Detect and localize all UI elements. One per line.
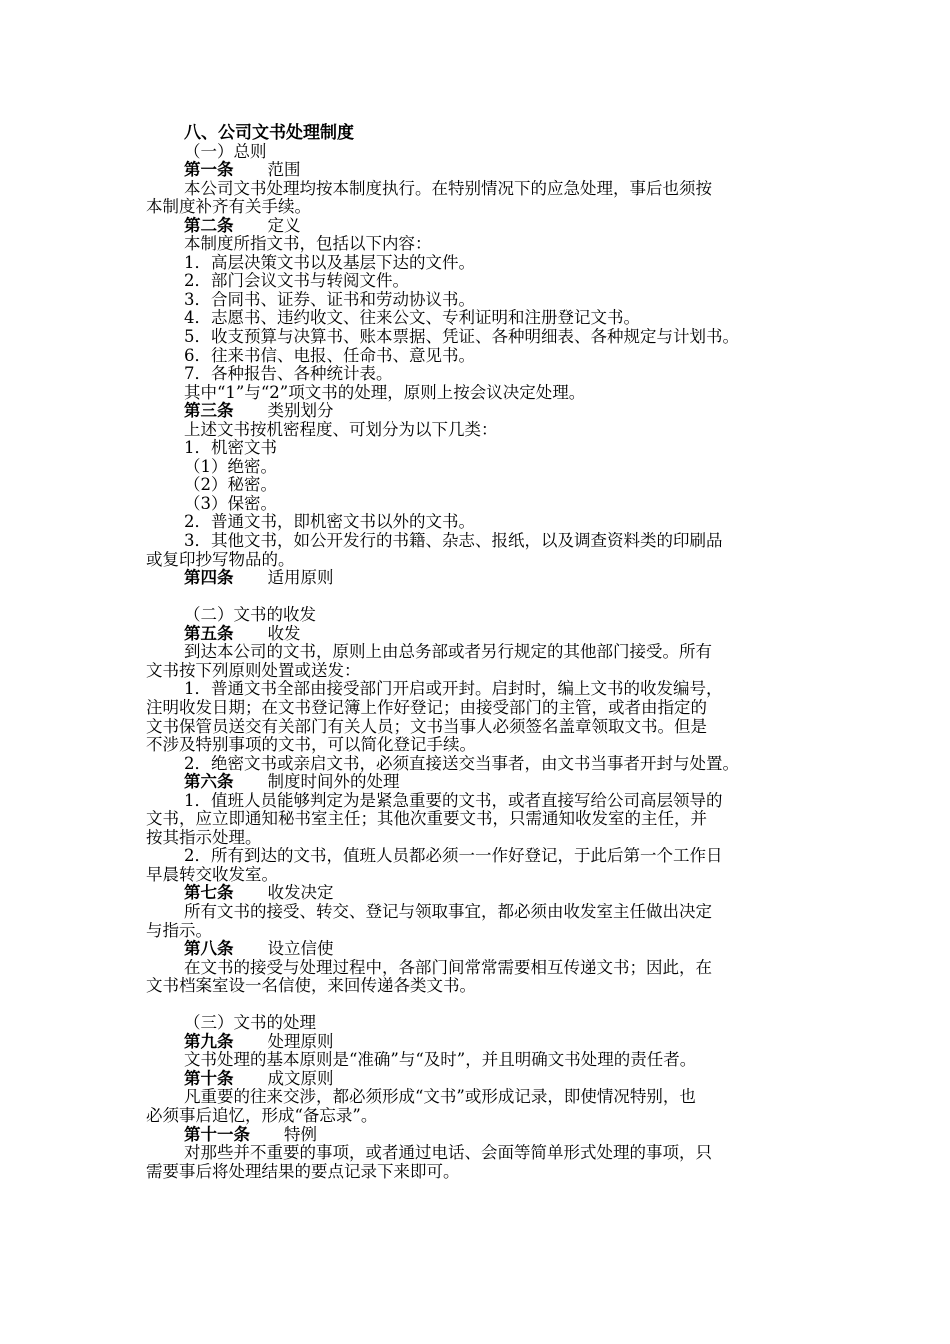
paragraph-line: 2．普通文书，即机密文书以外的文书。 bbox=[184, 512, 475, 532]
article-heading bbox=[146, 161, 826, 180]
paragraph-line: 需要事后将处理结果的要点记录下来即可。 bbox=[146, 1161, 460, 1181]
article-name: 制度时间外的处理 bbox=[267, 772, 400, 792]
paragraph-line: 2．所有到达的文书，值班人员都必须一一作好登记，于此后第一个工作日 bbox=[184, 846, 723, 866]
paragraph-line: 文书，应立即通知秘书室主任；其他次重要文书，只需通知收发室的主任，并 bbox=[146, 809, 707, 829]
paragraph-line: 文书保管员送交有关部门有关人员；文书当事人必须签名盖章领取文书。但是 bbox=[146, 716, 707, 736]
paragraph-line: 按其指示处理。 bbox=[146, 827, 262, 847]
document-title: 八、公司文书处理制度 bbox=[184, 123, 354, 143]
paragraph-line: 本制度所指文书，包括以下内容： bbox=[184, 234, 432, 254]
article-label: 第二条 bbox=[184, 215, 234, 235]
article-label: 第十条 bbox=[184, 1068, 234, 1088]
paragraph-line: 5．收支预算与决算书、账本票据、凭证、各种明细表、各种规定与计划书。 bbox=[184, 327, 739, 347]
paragraph-line: 注明收发日期；在文书登记簿上作好登记；由接受部门的主管，或者由指定的 bbox=[146, 697, 707, 717]
paragraph-line: （3）保密。 bbox=[184, 493, 277, 513]
article-heading bbox=[146, 940, 826, 959]
paragraph-line: 6．往来书信、电报、任命书、意见书。 bbox=[184, 345, 475, 365]
article-heading bbox=[146, 1126, 826, 1145]
article-label: 第九条 bbox=[184, 1031, 234, 1051]
paragraph-line: 1．值班人员能够判定为是紧急重要的文书，或者直接写给公司高层领导的 bbox=[184, 790, 723, 810]
section-heading: （二）文书的收发 bbox=[184, 605, 316, 625]
article-heading bbox=[146, 402, 826, 421]
article-name: 范围 bbox=[267, 160, 301, 180]
section-spacer bbox=[146, 996, 826, 1015]
article-label: 第六条 bbox=[184, 772, 234, 792]
section-spacer bbox=[146, 588, 826, 607]
document-body bbox=[146, 124, 826, 1181]
section-heading: （三）文书的处理 bbox=[184, 1013, 316, 1033]
paragraph-line: 1．普通文书全部由接受部门开启或开封。启封时，编上文书的收发编号， bbox=[184, 679, 723, 699]
paragraph-line: 在文书的接受与处理过程中，各部门间常常需要相互传递文书；因此，在 bbox=[184, 957, 712, 977]
section-heading: （一）总则 bbox=[184, 141, 267, 161]
article-name: 适用原则 bbox=[267, 568, 334, 588]
paragraph-line: 或复印抄写物品的。 bbox=[146, 549, 295, 569]
paragraph-line: 7．各种报告、各种统计表。 bbox=[184, 364, 393, 384]
article-heading bbox=[146, 1070, 826, 1089]
article-name: 设立信使 bbox=[267, 939, 334, 959]
article-name: 特例 bbox=[284, 1124, 317, 1144]
paragraph-line: 其中“1”与“2”项文书的处理，原则上按会议决定处理。 bbox=[184, 382, 586, 402]
paragraph-line: （1）绝密。 bbox=[184, 456, 277, 476]
article-label: 第五条 bbox=[184, 623, 234, 643]
article-name: 收发决定 bbox=[267, 883, 334, 903]
article-name: 处理原则 bbox=[267, 1031, 334, 1051]
article-name: 类别划分 bbox=[267, 401, 334, 421]
paragraph-line: 1．机密文书 bbox=[184, 438, 277, 458]
paragraph-line: 上述文书按机密程度、可划分为以下几类： bbox=[184, 419, 498, 439]
paragraph-line: 不涉及特别事项的文书，可以简化登记手续。 bbox=[146, 735, 476, 755]
paragraph-line: 1．高层决策文书以及基层下达的文件。 bbox=[184, 252, 475, 272]
article-label: 第七条 bbox=[184, 883, 234, 903]
paragraph-line: 到达本公司的文书，原则上由总务部或者另行规定的其他部门接受。所有 bbox=[184, 642, 712, 662]
paragraph-line: 2．绝密文书或亲启文书，必须直接送交当事者，由文书当事者开封与处置。 bbox=[184, 753, 739, 773]
article-label: 第一条 bbox=[184, 160, 234, 180]
paragraph-line: 与指示。 bbox=[146, 920, 212, 940]
paragraph-line: 本制度补齐有关手续。 bbox=[146, 197, 311, 217]
article-heading bbox=[146, 217, 826, 236]
article-heading bbox=[146, 773, 826, 792]
paragraph-line: 对那些并不重要的事项，或者通过电话、会面等简单形式处理的事项，只 bbox=[184, 1143, 712, 1163]
article-heading bbox=[146, 1033, 826, 1052]
paragraph-line: 4．志愿书、违约收文、往来公文、专利证明和注册登记文书。 bbox=[184, 308, 640, 328]
paragraph-line: 凡重要的往来交涉，都必须形成“文书”或形成记录，即使情况特别，也 bbox=[184, 1087, 696, 1107]
article-name: 收发 bbox=[267, 623, 301, 643]
paragraph-line: 3．合同书、证券、证书和劳动协议书。 bbox=[184, 289, 475, 309]
article-heading bbox=[146, 884, 826, 903]
article-name: 成文原则 bbox=[267, 1068, 334, 1088]
paragraph-line: （2）秘密。 bbox=[184, 475, 277, 495]
paragraph-line: 文书处理的基本原则是“准确”与“及时”，并且明确文书处理的责任者。 bbox=[184, 1050, 697, 1070]
paragraph-line: 文书按下列原则处置或送发： bbox=[146, 660, 361, 680]
paragraph-line: 文书档案室设一名信使，来回传递各类文书。 bbox=[146, 976, 476, 996]
paragraph-line: 3．其他文书，如公开发行的书籍、杂志、报纸，以及调查资料类的印刷品 bbox=[184, 531, 723, 551]
article-heading bbox=[146, 625, 826, 644]
article-label: 第三条 bbox=[184, 401, 234, 421]
paragraph-line: 早晨转交收发室。 bbox=[146, 864, 278, 884]
article-heading bbox=[146, 569, 826, 588]
article-name: 定义 bbox=[267, 215, 301, 235]
article-label: 第八条 bbox=[184, 939, 234, 959]
article-label: 第十一条 bbox=[184, 1124, 250, 1144]
paragraph-line: 2．部门会议文书与转阅文件。 bbox=[184, 271, 409, 291]
article-label: 第四条 bbox=[184, 568, 234, 588]
paragraph-line: 本公司文书处理均按本制度执行。在特别情况下的应急处理，事后也须按 bbox=[184, 178, 712, 198]
paragraph-line: 必须事后追忆，形成“备忘录”。 bbox=[146, 1105, 378, 1125]
paragraph-line: 所有文书的接受、转交、登记与领取事宜，都必须由收发室主任做出决定 bbox=[184, 901, 712, 921]
